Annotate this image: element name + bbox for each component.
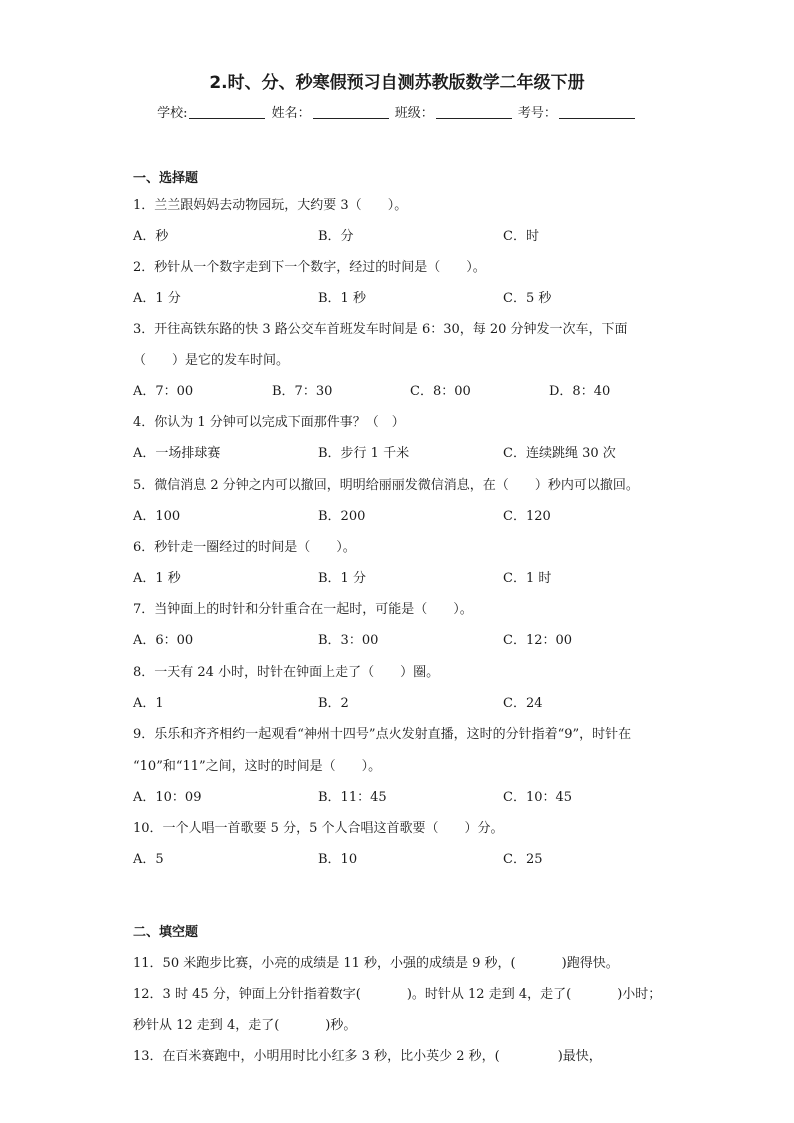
q9-option-a[interactable]: A．10：09	[133, 790, 202, 805]
q8-option-b[interactable]: B．2	[318, 696, 349, 711]
q3-option-b[interactable]: B．7：30	[272, 384, 333, 399]
q2-option-c[interactable]: C．5 秒	[503, 291, 552, 306]
question-3-line-2: （ ）是它的发车时间。	[133, 353, 290, 368]
class-blank[interactable]	[436, 105, 512, 119]
q7-option-b[interactable]: B．3：00	[318, 633, 379, 648]
question-10: 10．一个人唱一首歌要 5 分，5 个人合唱这首歌要（ ）分。	[133, 821, 504, 836]
q5-option-c[interactable]: C．120	[503, 509, 551, 524]
question-3-line-1: 3．开往高铁东路的快 3 路公交车首班发车时间是 6：30，每 20 分钟发一次车，下面	[133, 322, 628, 337]
question-9-line-1: 9．乐乐和齐齐相约一起观看“神州十四号”点火发射直播，这时的分针指着“9”，时针在	[133, 727, 632, 742]
section-fill-heading: 二、填空题	[133, 925, 199, 940]
q8-option-c[interactable]: C．24	[503, 696, 543, 711]
q6-option-b[interactable]: B．1 分	[318, 571, 366, 586]
q5-option-b[interactable]: B．200	[318, 509, 366, 524]
q4-option-c[interactable]: C．连续跳绳 30 次	[503, 446, 616, 461]
question-9-line-2: “10”和“11”之间，这时的时间是（ ）。	[133, 759, 382, 774]
q6-option-c[interactable]: C．1 时	[503, 571, 552, 586]
q10-option-c[interactable]: C．25	[503, 852, 543, 867]
school-blank[interactable]	[189, 105, 265, 119]
q3-option-d[interactable]: D．8：40	[549, 384, 611, 399]
question-2: 2．秒针从一个数字走到下一个数字，经过的时间是（ ）。	[133, 260, 486, 275]
question-7: 7．当钟面上的时针和分针重合在一起时，可能是（ ）。	[133, 602, 473, 617]
q2-option-a[interactable]: A．1 分	[133, 291, 181, 306]
q1-option-a[interactable]: A．秒	[133, 229, 169, 244]
q2-option-b[interactable]: B．1 秒	[318, 291, 366, 306]
q1-option-c[interactable]: C．时	[503, 229, 539, 244]
page-title: 2.时、分、秒寒假预习自测苏教版数学二年级下册	[209, 73, 585, 93]
q4-option-a[interactable]: A．一场排球赛	[133, 446, 221, 461]
q10-option-a[interactable]: A．5	[133, 852, 164, 867]
q8-option-a[interactable]: A．1	[133, 696, 164, 711]
q1-option-b[interactable]: B．分	[318, 229, 354, 244]
name-blank[interactable]	[313, 105, 389, 119]
q9-option-c[interactable]: C．10：45	[503, 790, 573, 805]
question-4: 4．你认为 1 分钟可以完成下面那件事？（ ）	[133, 415, 405, 430]
q6-option-a[interactable]: A．1 秒	[133, 571, 181, 586]
question-12-line-1: 12．3 时 45 分，钟面上分针指着数字( )。时针从 12 走到 4，走了( )小时；	[133, 987, 662, 1002]
class-label: 班级：	[394, 106, 434, 121]
section-choice-heading: 一、选择题	[133, 171, 199, 186]
question-8: 8．一天有 24 小时，时针在钟面上走了（ ）圈。	[133, 665, 440, 680]
exam-no-label: 考号：	[517, 106, 557, 121]
question-5: 5．微信消息 2 分钟之内可以撤回，明明给丽丽发微信消息，在（ ）秒内可以撤回。	[133, 478, 639, 493]
question-12-line-2: 秒针从 12 走到 4，走了( )秒。	[133, 1018, 357, 1033]
q7-option-c[interactable]: C．12：00	[503, 633, 573, 648]
question-1: 1．兰兰跟妈妈去动物园玩，大约要 3（ ）。	[133, 198, 408, 213]
school-label: 学校:	[157, 106, 188, 121]
q4-option-b[interactable]: B．步行 1 千米	[318, 446, 410, 461]
q9-option-b[interactable]: B．11：45	[318, 790, 387, 805]
name-label: 姓名：	[271, 106, 311, 121]
question-13: 13．在百米赛跑中，小明用时比小红多 3 秒，比小英少 2 秒，( )最快，	[133, 1049, 602, 1064]
q7-option-a[interactable]: A．6：00	[133, 633, 194, 648]
q3-option-c[interactable]: C．8：00	[410, 384, 471, 399]
q3-option-a[interactable]: A．7：00	[133, 384, 194, 399]
question-11: 11．50 米跑步比赛，小亮的成绩是 11 秒，小强的成绩是 9 秒，( )跑得快。	[133, 956, 619, 971]
q10-option-b[interactable]: B．10	[318, 852, 358, 867]
exam-no-blank[interactable]	[559, 105, 635, 119]
q5-option-a[interactable]: A．100	[133, 509, 181, 524]
question-6: 6．秒针走一圈经过的时间是（ ）。	[133, 540, 356, 555]
student-info-line	[0, 102, 794, 121]
